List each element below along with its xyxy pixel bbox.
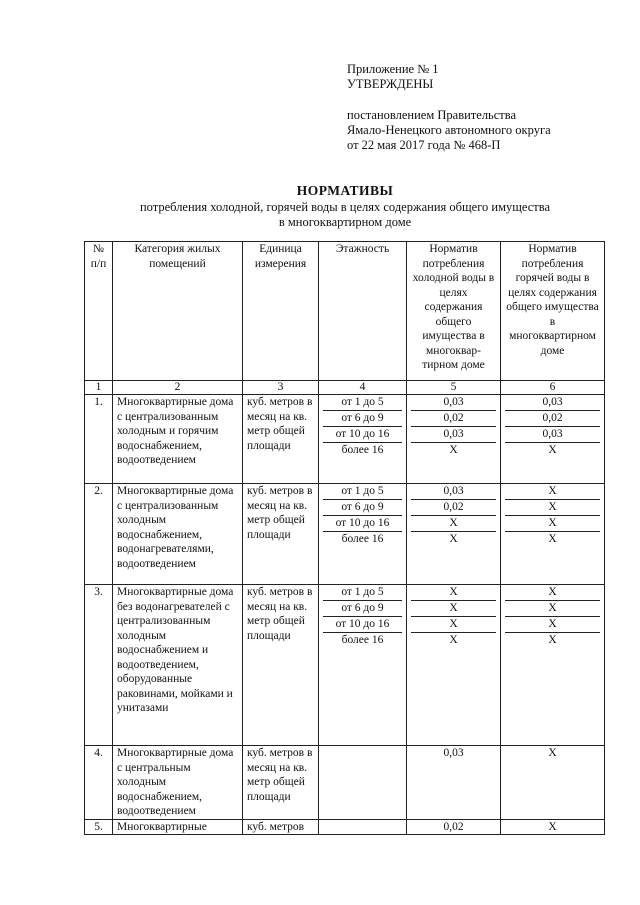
row-category: Многоквартирные дома с централизованным холодным и горячим водоснабжением, водоотведением	[113, 395, 243, 484]
floors-value: от 6 до 9	[323, 411, 402, 427]
cold-value: 0,03	[411, 427, 496, 443]
row-category: Многоквартирные дома с централизованным холодным водоснабжением, водонагревателями, водоотведением	[113, 484, 243, 585]
hot-value: X	[501, 819, 605, 835]
hot-value: 0,03	[505, 395, 600, 411]
header-unit: Единица измерения	[243, 242, 319, 381]
row-category: Многоквартирные дома без водонагревателей с централизованным холодным водоснабжением и водоотведением, оборудованные раковинами, мойками и унитазами	[113, 585, 243, 746]
hot-value: X	[548, 444, 557, 456]
cold-cell	[407, 484, 501, 585]
subtitle-line-1: потребления холодной, горячей воды в целях содержания общего имущества	[139, 200, 551, 214]
hot-cell	[501, 585, 605, 746]
row-number: 5.	[85, 819, 113, 835]
table-row	[85, 819, 605, 835]
floors-value: более 16	[341, 634, 384, 646]
header-hot: Норматив потребления горячей воды в целях содержания общего имущества в многоквартирном доме	[501, 242, 605, 381]
floors-cell	[319, 746, 407, 820]
floors-value: от 10 до 16	[323, 617, 402, 633]
cold-value: X	[411, 601, 496, 617]
column-index: 6	[501, 381, 605, 395]
hot-value: X	[505, 516, 600, 532]
row-category: Многоквартирные дома с центральным холодным водоснабжением, водоотведением	[113, 746, 243, 820]
approval-header	[347, 62, 551, 153]
floors-value: от 1 до 5	[323, 395, 402, 411]
table-row	[85, 746, 605, 820]
floors-value: от 10 до 16	[323, 427, 402, 443]
row-number: 1.	[85, 395, 113, 484]
floors-value: от 1 до 5	[323, 484, 402, 500]
row-unit: куб. метров в месяц на кв. метр общей площади	[243, 585, 319, 746]
floors-value: от 6 до 9	[323, 500, 402, 516]
hot-value: X	[501, 746, 605, 820]
floors-cell	[319, 395, 407, 484]
hot-value: X	[505, 601, 600, 617]
row-unit: куб. метров в месяц на кв. метр общей площади	[243, 746, 319, 820]
row-unit: куб. метров	[243, 819, 319, 835]
hot-value: X	[505, 484, 600, 500]
column-index: 2	[113, 381, 243, 395]
hot-cell	[501, 484, 605, 585]
cold-value: 0,03	[411, 395, 496, 411]
floors-cell	[319, 819, 407, 835]
floors-cell	[319, 484, 407, 585]
column-index-row	[85, 381, 605, 395]
floors-value: от 6 до 9	[323, 601, 402, 617]
cold-value: 0,03	[407, 746, 501, 820]
column-index: 5	[407, 381, 501, 395]
cold-value: X	[411, 585, 496, 601]
cold-value: X	[449, 634, 458, 646]
hot-value: X	[548, 634, 557, 646]
document-title: НОРМАТИВЫ	[296, 183, 394, 198]
column-index: 4	[319, 381, 407, 395]
cold-value: X	[449, 444, 458, 456]
cold-cell	[407, 395, 501, 484]
cold-value: X	[449, 533, 458, 545]
hot-value: 0,02	[505, 411, 600, 427]
approved-label: УТВЕРЖДЕНЫ	[347, 77, 434, 91]
floors-cell	[319, 585, 407, 746]
appendix-label: Приложение № 1	[347, 62, 439, 76]
cold-value: 0,02	[411, 500, 496, 516]
floors-value: от 10 до 16	[323, 516, 402, 532]
decree-line-3: от 22 мая 2017 года № 468-П	[347, 138, 501, 152]
row-unit: куб. метров в месяц на кв. метр общей площади	[243, 395, 319, 484]
table-header-row	[85, 242, 605, 381]
row-number: 3.	[85, 585, 113, 746]
table-row	[85, 395, 605, 484]
row-number: 2.	[85, 484, 113, 585]
row-number: 4.	[85, 746, 113, 820]
floors-value: более 16	[341, 444, 384, 456]
subtitle-line-2: в многоквартирном доме	[278, 215, 412, 229]
column-index: 3	[243, 381, 319, 395]
cold-value: 0,02	[407, 819, 501, 835]
decree-line-1: постановлением Правительства	[347, 108, 517, 122]
cold-value: X	[411, 617, 496, 633]
hot-cell	[501, 395, 605, 484]
hot-value: X	[505, 500, 600, 516]
hot-value: X	[505, 585, 600, 601]
hot-value: X	[548, 533, 557, 545]
table-row	[85, 585, 605, 746]
header-category: Категория жилых помещений	[113, 242, 243, 381]
header-floors: Этажность	[319, 242, 407, 381]
norms-table	[84, 241, 605, 835]
hot-value: X	[505, 617, 600, 633]
row-category: Многоквартирные	[113, 819, 243, 835]
header-cold: Норматив потребления холодной воды в целях содержания общего имущества в многоквар-тирном доме	[407, 242, 501, 381]
document-subtitle	[0, 200, 640, 230]
cold-value: 0,02	[411, 411, 496, 427]
table-row	[85, 484, 605, 585]
floors-value: более 16	[341, 533, 384, 545]
decree-line-2: Ямало-Ненецкого автономного округа	[347, 123, 551, 137]
cold-value: X	[411, 516, 496, 532]
cold-cell	[407, 585, 501, 746]
cold-value: 0,03	[411, 484, 496, 500]
row-unit: куб. метров в месяц на кв. метр общей площади	[243, 484, 319, 585]
header-num: № п/п	[85, 242, 113, 381]
column-index: 1	[85, 381, 113, 395]
floors-value: от 1 до 5	[323, 585, 402, 601]
hot-value: 0,03	[505, 427, 600, 443]
